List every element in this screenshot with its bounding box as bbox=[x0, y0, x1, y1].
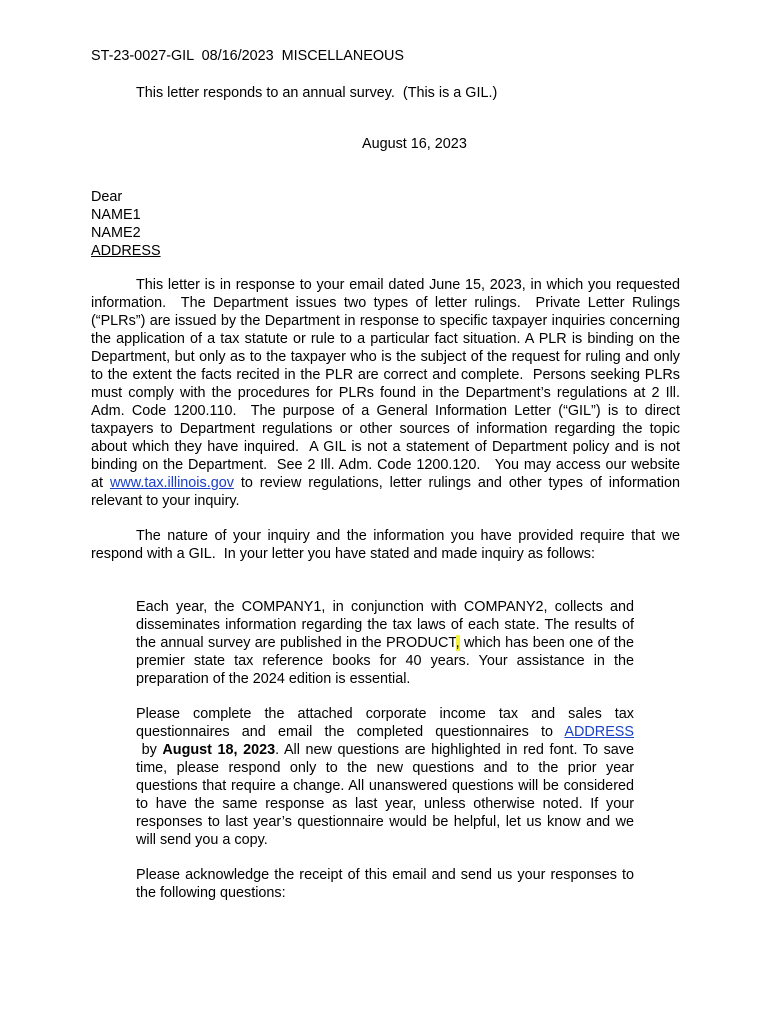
address-link[interactable]: ADDRESS bbox=[564, 724, 634, 740]
recipient-name2: NAME2 bbox=[91, 225, 141, 241]
recipient-name1: NAME1 bbox=[91, 207, 141, 223]
website-link[interactable]: www.tax.illinois.gov bbox=[109, 475, 234, 491]
quote2-by: by bbox=[136, 742, 163, 758]
paragraph-inquiry bbox=[91, 527, 684, 563]
quote2-text-end: . All new questions are highlighted in red font. To save time, please respond only to the new questions and to the prior year questions that require a change. All unanswered questions will be considered to have the same response as last year, unless otherwise noted. If your responses to last year’s questionnaire would be helpful, let us know and we will send you a copy. bbox=[136, 742, 634, 848]
letter-summary: This letter responds to an annual survey. (This is a GIL.) bbox=[136, 85, 498, 101]
letter-date: August 16, 2023 bbox=[362, 136, 467, 152]
paragraph2-text: The nature of your inquiry and the information you have provided require that we respond with a GIL. In your letter you have stated and made inquiry as follows: bbox=[91, 528, 684, 562]
highlighted-comma: , bbox=[455, 635, 460, 651]
salutation: Dear bbox=[91, 189, 123, 205]
paragraph1-text-end: to review regulations, letter rulings and other types of information relevant to your inquiry. bbox=[91, 475, 680, 509]
quote1-text: Each year, the COMPANY1, in conjunction with COMPANY2, collects and disseminates information regarding the tax laws of each state. The results of the annual survey are published in the PRODUCT bbox=[136, 599, 634, 651]
paragraph1-text: This letter is in response to your email dated June 15, 2023, in which you requested information. The Department issues two types of letter rulings. Private Letter Rulings (“PLRs”) are issued by the Department in response to specific taxpayer inquiries concerning the application of a tax statute or rule to a particular fact situation. A PLR is binding on the Department, but only as to the taxpayer who is the subject of the request for ruling and only to the extent the facts recited in the PLR are correct and complete. Persons seeking PLRs must comply with the procedures for PLRs found in the Department’s regulations at 2 Ill. Adm. Code 1200.110. The purpose of a General Information Letter (“GIL”) is to direct taxpayers to Department regulations or other sources of information regarding the topic about which they have inquired. A GIL is not a statement of Department policy and is not binding on the Department. See 2 Ill. Adm. Code 1200.120. You may access our website at bbox=[91, 277, 684, 491]
quote2-text: Please complete the attached corporate income tax and sales tax questionnaires and email the completed questionnaires to bbox=[136, 706, 634, 740]
quote-acknowledge: Please acknowledge the receipt of this email and send us your responses to the following questions: bbox=[136, 867, 634, 901]
quote-survey bbox=[136, 598, 634, 688]
quote-questionnaire bbox=[136, 705, 634, 849]
deadline-date: August 18, 2023 bbox=[162, 742, 276, 758]
quote1-text-end: which has been one of the premier state tax reference books for 40 years. Your assistance in the preparation of the 2024 edition is essential. bbox=[136, 635, 634, 687]
recipient-block bbox=[91, 188, 161, 260]
paragraph-response bbox=[91, 276, 684, 510]
ruling-header: ST-23-0027-GIL 08/16/2023 MISCELLANEOUS bbox=[91, 48, 405, 64]
recipient-address: ADDRESS bbox=[91, 243, 161, 259]
